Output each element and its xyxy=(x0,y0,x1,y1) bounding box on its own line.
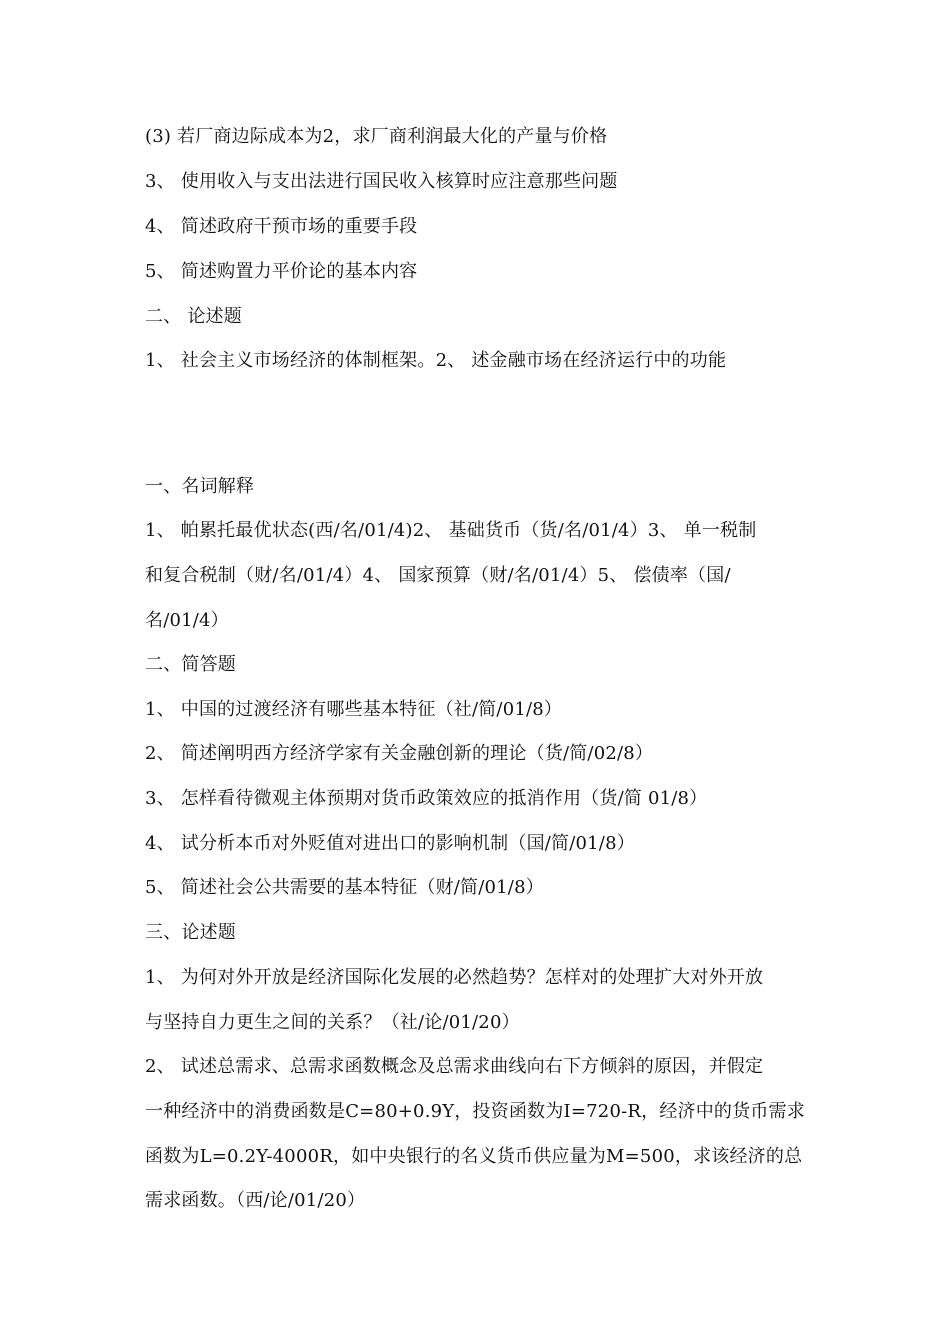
question-3-sub-3: (3) 若厂商边际成本为2，求厂商利润最大化的产量与价格 xyxy=(145,126,608,147)
discussion-2-line-4: 需求函数。（西/论/01/20） xyxy=(145,1190,366,1211)
question-5: 5、 简述购置力平价论的基本内容 xyxy=(145,261,418,282)
short-answer-4: 4、 试分析本币对外贬值对进出口的影响机制（国/简/01/8） xyxy=(145,833,635,854)
discussion-1-line-2: 与坚持自力更生之间的关系？（社/论/01/20） xyxy=(145,1012,520,1033)
essay-questions: 1、 社会主义市场经济的体制框架。2、 述金融市场在经济运行中的功能 xyxy=(145,350,727,371)
question-3: 3、 使用收入与支出法进行国民收入核算时应注意那些问题 xyxy=(145,171,618,192)
discussion-2-line-3: 函数为L=0.2Y-4000R，如中央银行的名义货币供应量为M=500，求该经济的总 xyxy=(145,1146,803,1167)
terms-line-1: 1、 帕累托最优状态(西/名/01/4)2、 基础货币（货/名/01/4）3、 单一税制 xyxy=(145,520,757,541)
section-heading-discussion: 三、论述题 xyxy=(145,922,236,943)
short-answer-3: 3、 怎样看待微观主体预期对货币政策效应的抵消作用（货/简 01/8） xyxy=(145,788,708,809)
discussion-2-line-1: 2、 试述总需求、总需求函数概念及总需求曲线向右下方倾斜的原因，并假定 xyxy=(145,1056,764,1077)
short-answer-5: 5、 简述社会公共需要的基本特征（财/简/01/8） xyxy=(145,877,544,898)
section-heading-essay: 二、 论述题 xyxy=(145,306,242,327)
terms-line-2: 和复合税制（财/名/01/4）4、 国家预算（财/名/01/4）5、 偿债率（国/ xyxy=(145,565,731,586)
question-4: 4、 简述政府干预市场的重要手段 xyxy=(145,216,418,237)
discussion-1-line-1: 1、 为何对外开放是经济国际化发展的必然趋势？怎样对的处理扩大对外开放 xyxy=(145,967,764,988)
discussion-2-line-2: 一种经济中的消费函数是C=80+0.9Y，投资函数为I=720-R，经济中的货币需求 xyxy=(145,1101,805,1122)
terms-line-3: 名/01/4） xyxy=(145,610,229,631)
short-answer-2: 2、 简述阐明西方经济学家有关金融创新的理论（货/简/02/8） xyxy=(145,743,654,764)
section-heading-terms: 一、名词解释 xyxy=(145,476,255,497)
section-heading-short-answer: 二、简答题 xyxy=(145,654,236,675)
short-answer-1: 1、 中国的过渡经济有哪些基本特征（社/简/01/8） xyxy=(145,699,563,720)
